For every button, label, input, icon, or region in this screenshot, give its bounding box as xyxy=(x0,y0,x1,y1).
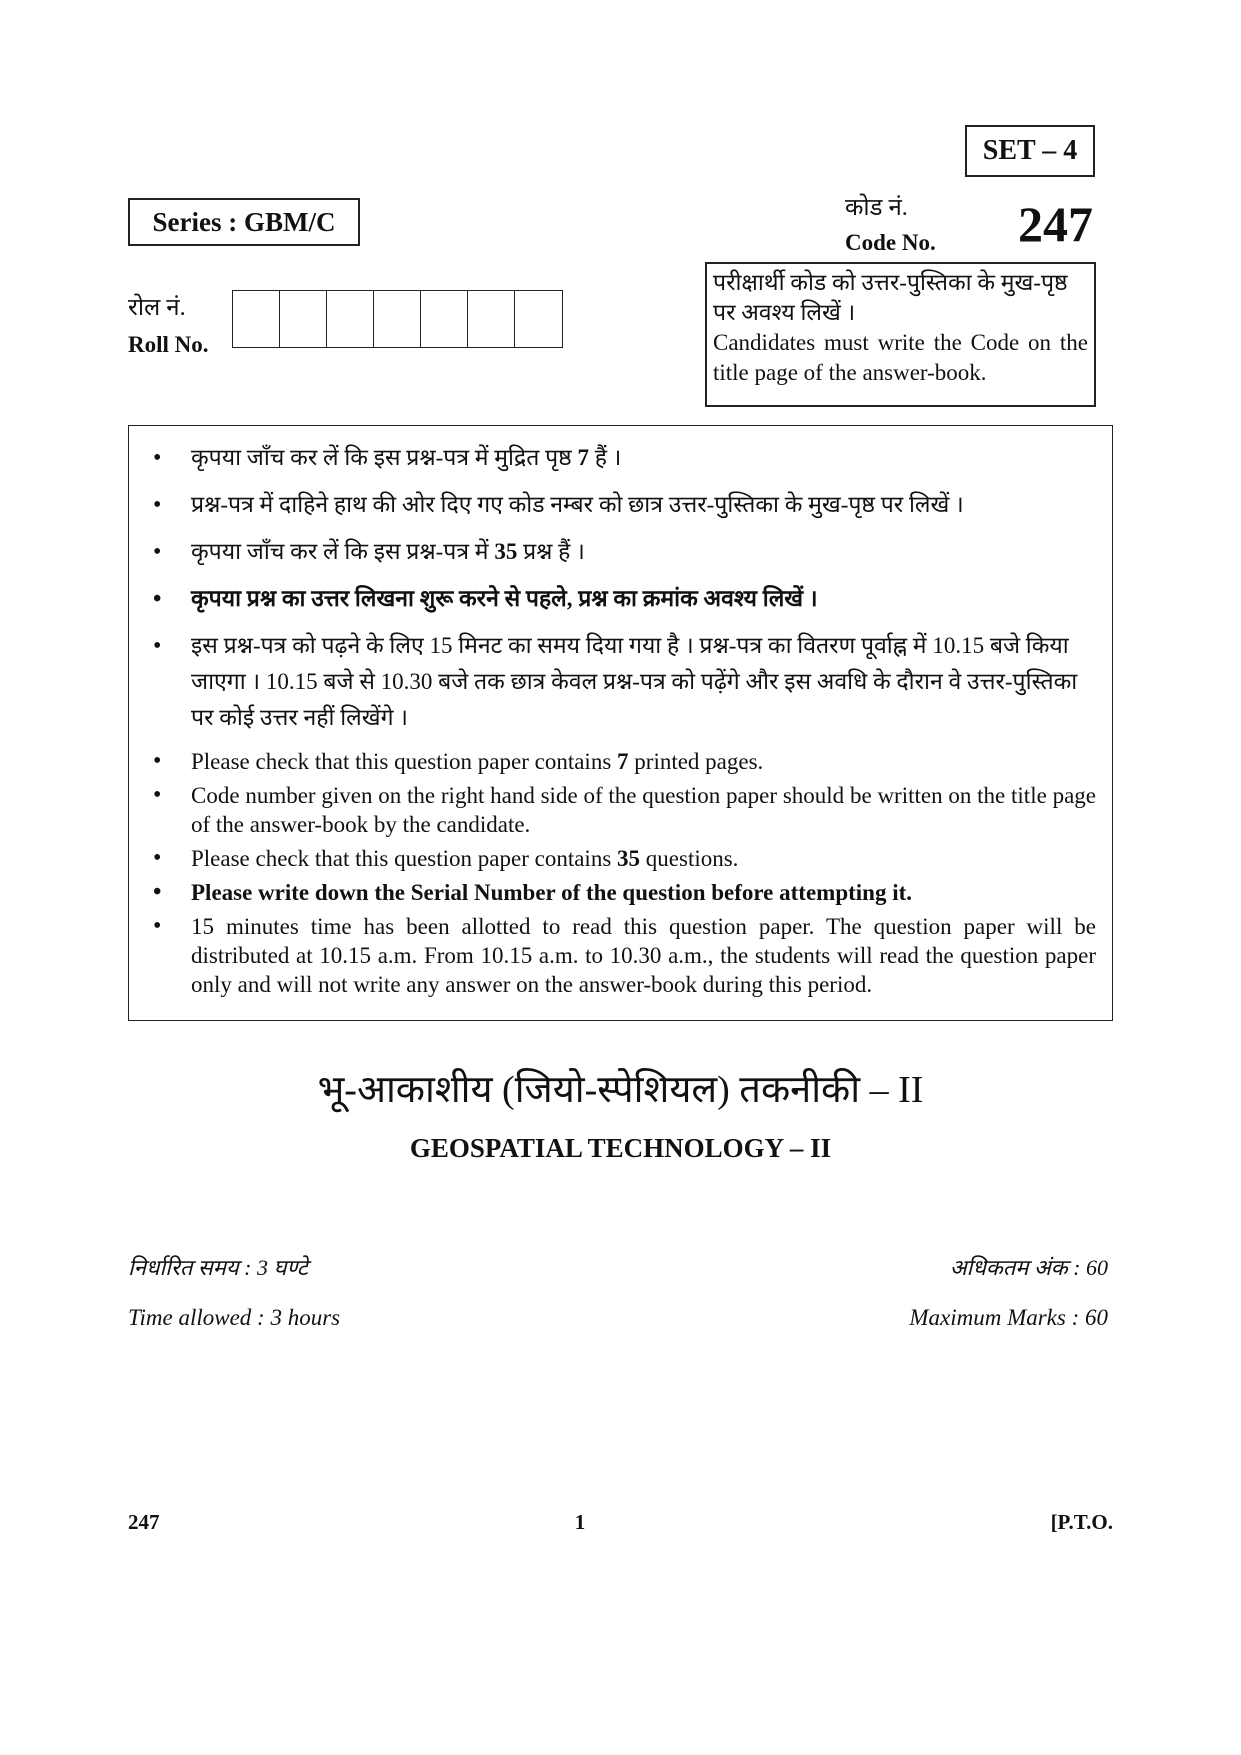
roll-number-grid[interactable] xyxy=(232,290,563,348)
instructions-hindi-list xyxy=(151,440,1096,736)
code-label-hindi: कोड नं. xyxy=(845,195,908,221)
instruction-item xyxy=(151,487,1096,523)
roll-number-cell[interactable] xyxy=(421,291,468,347)
max-marks-hindi: अधिकतम अंक : 60 xyxy=(949,1255,1108,1280)
instruction-text: Please check that this question paper contains xyxy=(191,749,618,774)
page-number: 1 xyxy=(574,1510,586,1534)
pto-label: [P.T.O. xyxy=(1050,1510,1113,1534)
code-number: 247 xyxy=(1018,196,1093,252)
roll-number-cell[interactable] xyxy=(468,291,515,347)
code-instruction-box xyxy=(705,262,1096,407)
instruction-text: कृपया प्रश्न का उत्तर लिखना शुरू करने से पहले, प्रश्न का क्रमांक अवश्य लिखें । xyxy=(191,586,818,611)
instruction-item xyxy=(151,581,1096,617)
instruction-item xyxy=(151,844,1096,873)
instruction-item xyxy=(151,912,1096,999)
series-label: Series : GBM/C xyxy=(128,198,360,246)
instruction-item xyxy=(151,534,1096,570)
instruction-text: printed pages. xyxy=(628,749,764,774)
instruction-number: 35 xyxy=(617,846,641,871)
instruction-number: 7 xyxy=(617,749,629,774)
code-instruction-hindi: परीक्षार्थी कोड को उत्तर-पुस्तिका के मुख-पृष्ठ पर अवश्य लिखें । xyxy=(713,270,1068,325)
instruction-text: प्रश्न-पत्र में दाहिने हाथ की ओर दिए गए कोड नम्बर को छात्र उत्तर-पुस्तिका के मुख-पृष्ठ पर लिखें । xyxy=(191,492,964,517)
roll-number-cell[interactable] xyxy=(233,291,280,347)
instruction-text: questions. xyxy=(640,846,739,871)
instructions-english-list xyxy=(151,747,1096,999)
roll-number-cell[interactable] xyxy=(280,291,327,347)
instruction-item xyxy=(151,878,1096,907)
roll-label-english: Roll No. xyxy=(128,332,209,357)
instruction-text: Please write down the Serial Number of the question before attempting it. xyxy=(191,880,913,905)
roll-label-hindi: रोल नं. xyxy=(128,295,186,321)
time-allowed-english: Time allowed : 3 hours xyxy=(128,1305,341,1330)
instruction-item xyxy=(151,747,1096,776)
code-instruction-english: Candidates must write the Code on the title page of the answer-book. xyxy=(713,330,1088,385)
subject-title-english: GEOSPATIAL TECHNOLOGY – II xyxy=(409,1133,832,1163)
instruction-text: Please check that this question paper contains xyxy=(191,846,618,871)
instruction-number: 35 xyxy=(494,539,518,564)
instruction-text: कृपया जाँच कर लें कि इस प्रश्न-पत्र में xyxy=(191,539,495,564)
instruction-text: हैं । xyxy=(588,445,622,470)
roll-number-cell[interactable] xyxy=(374,291,421,347)
time-allowed-hindi: निर्धारित समय : 3 घण्टे xyxy=(128,1255,308,1280)
roll-number-cell[interactable] xyxy=(515,291,562,347)
footer-code: 247 xyxy=(128,1510,160,1534)
subject-title-hindi: भू-आकाशीय (जियो-स्पेशियल) तकनीकी – II xyxy=(317,1069,924,1111)
instruction-number: 7 xyxy=(577,445,589,470)
code-label-english: Code No. xyxy=(845,230,936,255)
instruction-text: 15 minutes time has been allotted to read this question paper. The question paper will be distributed at 10.15 a.m. From 10.15 a.m. to 10.30 a.m., the students will read the question paper only and will not write any answer on the answer-book during this period. xyxy=(191,914,1096,997)
instruction-text: Code number given on the right hand side of the question paper should be written on the title page of the answer-book by the candidate. xyxy=(191,783,1096,837)
instruction-text: इस प्रश्न-पत्र को पढ़ने के लिए 15 मिनट का समय दिया गया है । प्रश्न-पत्र का वितरण पूर्वाह्न में 10.15 बजे किया जाएगा । 10.15 बजे से 10.30 बजे तक छात्र केवल प्रश्न-पत्र को पढ़ेंगे और इस अवधि के दौरान वे उत्तर-पुस्तिका पर कोई उत्तर नहीं लिखेंगे । xyxy=(191,633,1078,730)
instruction-text: प्रश्न हैं । xyxy=(517,539,585,564)
instruction-item xyxy=(151,628,1096,736)
instruction-item xyxy=(151,781,1096,839)
set-label: SET – 4 xyxy=(965,125,1095,177)
instruction-text: कृपया जाँच कर लें कि इस प्रश्न-पत्र में मुद्रित पृष्ठ xyxy=(191,445,578,470)
max-marks-english: Maximum Marks : 60 xyxy=(909,1305,1108,1330)
instructions-box xyxy=(128,425,1113,1021)
roll-number-cell[interactable] xyxy=(327,291,374,347)
instruction-item xyxy=(151,440,1096,476)
